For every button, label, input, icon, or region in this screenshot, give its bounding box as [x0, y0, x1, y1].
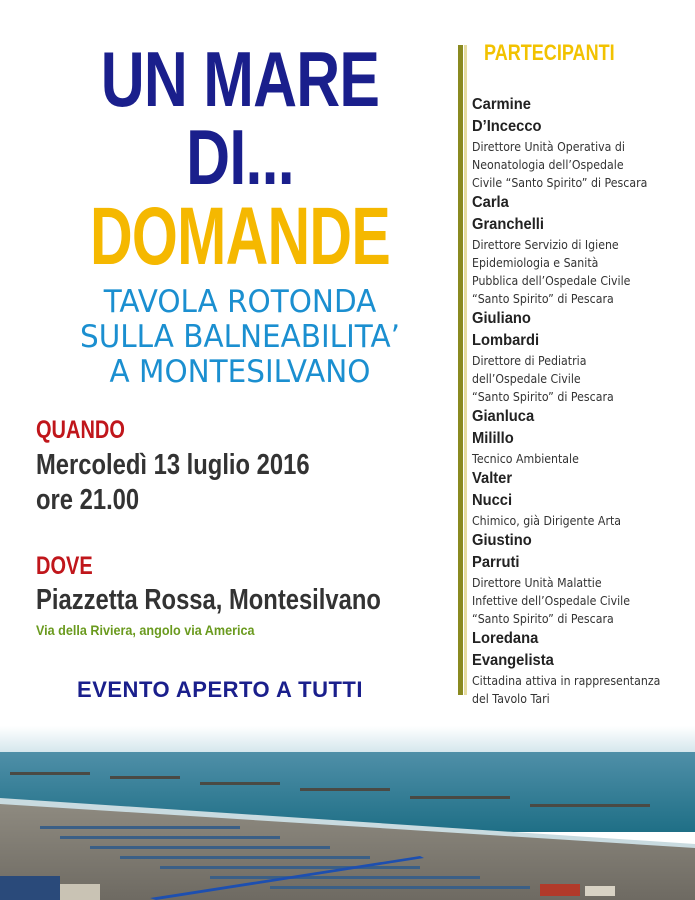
title-line-1: UN MARE [100, 35, 380, 123]
role-line: Tecnico Ambientale [472, 451, 579, 466]
participants-list [472, 94, 695, 708]
when-label: QUANDO [36, 416, 125, 444]
subtitle-line-2: SULLA BALNEABILITA’ [79, 319, 400, 355]
participant-last-name: Granchelli [472, 216, 544, 233]
participant-role [472, 450, 668, 468]
beach-photo [0, 726, 695, 900]
subtitle-line-1: TAVOLA ROTONDA [103, 284, 377, 320]
participant-first-name: Loredana [472, 630, 539, 647]
where-label: DOVE [36, 552, 93, 580]
participant-role [472, 672, 668, 708]
participant-role [472, 512, 668, 530]
beach-kiosk [540, 884, 580, 896]
participant-first-name: Giustino [472, 532, 532, 549]
participant-last-name: Nucci [472, 492, 513, 509]
beach-building [0, 876, 60, 900]
sky [0, 726, 695, 756]
participant-last-name: Milillo [472, 430, 514, 447]
beach-building [60, 884, 100, 900]
participant [472, 468, 695, 530]
participants-heading: PARTECIPANTI [484, 40, 615, 65]
subtitle [12, 285, 468, 390]
role-line: Civile “Santo Spirito” di Pescara [472, 175, 648, 190]
participant [472, 406, 695, 468]
participant-role [472, 352, 668, 406]
beach-kiosk [585, 886, 615, 896]
role-line: Direttore Servizio di Igiene [472, 237, 619, 252]
role-line: Cittadina attiva in rappresentanza [472, 673, 661, 688]
role-line: Chimico, già Dirigente Arta [472, 513, 622, 528]
role-line: Direttore di Pediatria [472, 353, 587, 368]
participant [472, 308, 695, 406]
role-line: Direttore Unità Malattie [472, 575, 602, 590]
event-place: Piazzetta Rossa, Montesilvano [36, 584, 381, 616]
role-line: “Santo Spirito” di Pescara [472, 389, 614, 404]
role-line: Epidemiologia e Sanità [472, 255, 599, 270]
participant-last-name: Lombardi [472, 332, 540, 349]
event-date: Mercoledì 13 luglio 2016 [36, 449, 310, 481]
participant-first-name: Valter [472, 470, 513, 487]
role-line: “Santo Spirito” di Pescara [472, 611, 614, 626]
open-event-banner: EVENTO APERTO A TUTTI [77, 677, 363, 702]
role-line: Neonatologia dell’Ospedale [472, 157, 624, 172]
role-line: Direttore Unità Operativa di [472, 139, 625, 154]
participant [472, 94, 695, 192]
participant-role [472, 138, 668, 192]
column-divider [458, 45, 463, 695]
participant-first-name: Giuliano [472, 310, 531, 327]
participant-role [472, 236, 668, 308]
participant [472, 628, 695, 708]
participant-first-name: Carmine [472, 96, 531, 113]
subtitle-line-3: A MONTESILVANO [109, 354, 371, 390]
role-line: Infettive dell’Ospedale Civile [472, 593, 630, 608]
participant-last-name: Evangelista [472, 652, 554, 669]
participant [472, 192, 695, 308]
role-line: Pubblica dell’Ospedale Civile [472, 273, 631, 288]
role-line: dell’Ospedale Civile [472, 371, 581, 386]
participant-role [472, 574, 668, 628]
participant-first-name: Carla [472, 194, 509, 211]
role-line: del Tavolo Tari [472, 691, 550, 706]
title-line-2: DI... [186, 113, 294, 201]
event-address: Via della Riviera, angolo via America [36, 622, 255, 638]
participant-last-name: D’Incecco [472, 118, 542, 135]
event-time: ore 21.00 [36, 484, 140, 516]
column-divider-accent [464, 45, 467, 695]
title-line-3: DOMANDE [90, 191, 390, 282]
role-line: “Santo Spirito” di Pescara [472, 291, 614, 306]
participant [472, 530, 695, 628]
participant-last-name: Parruti [472, 554, 520, 571]
participant-first-name: Gianluca [472, 408, 535, 425]
